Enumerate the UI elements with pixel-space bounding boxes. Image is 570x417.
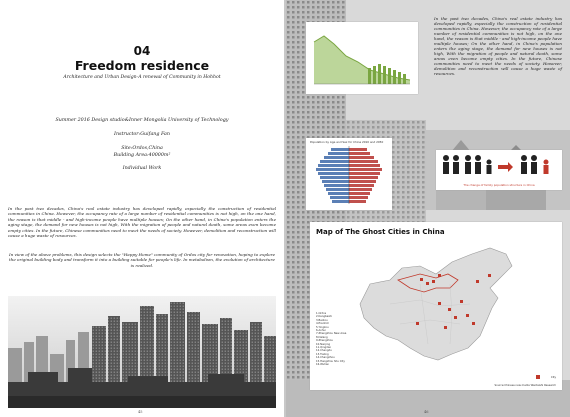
- instructor-info: Instructor:Guifang Fan: [114, 132, 170, 137]
- design-paragraph: In view of the above problems, this design selects the "Happy Home" community of Ordos city for renovation, hoping to explore the original building body and transform it into a building suitable for people's life. In metabolism, the evolution of architecture is realized.: [8, 252, 276, 268]
- family-structure-graphic: [436, 150, 562, 190]
- project-subtitle: Architecture and Urban Design-A renewal of Community in Hohhot: [63, 75, 221, 80]
- population-pyramid: [306, 138, 392, 210]
- legend-marker-icon: [536, 375, 540, 379]
- area-info: Building Area:40000m²: [113, 153, 171, 158]
- city-list-item: 10.Nanjing: [316, 342, 331, 346]
- city-list-item: 9.Zhengzhou: [316, 339, 334, 343]
- right-page-number: 46: [424, 410, 429, 414]
- city-list: [316, 312, 346, 367]
- arrow-right-icon: [498, 162, 513, 172]
- occupancy-chart: [306, 22, 418, 94]
- city-list-item: 11.Qingdao: [316, 346, 332, 350]
- city-list-item: 2.Kangbashi: [316, 315, 332, 319]
- site-info: Site:Ordos,China: [121, 146, 163, 151]
- city-list-item: 4.Erenhot: [316, 322, 329, 326]
- pyramid-title: Population by Age and Sex for China 2010 and 2050: [310, 140, 384, 144]
- city-list-item: 12.Chengdu: [316, 349, 332, 353]
- right-paragraph: In the past two decades, China's real estate industry has developed rapidly, especially the construction of residential communities in China. However, the occupancy rate of a large number of residential communities is not high, on the one hand, the reason is that middle - and high-income people have multiple houses; On the other hand, in China's population enters the aging stage, the demand for new houses is not high, With the migration of people and natural death, some areas even become empty cities. In the future, Chinese communities need to meet the needs of society. However, demolition and reconstruction will cause a huge waste of resources.: [434, 16, 562, 76]
- project-number: 04: [133, 44, 151, 58]
- project-title: Freedom residence: [74, 58, 210, 73]
- intro-paragraph: In the past two decades, China's real estate industry has developed rapidly, especially the construction of residential communities in China. However, the occupancy rate of a large number of residential communities is not high, on the one hand, the reason is that middle - and high-income people have multiple houses; On the other hand, in China's population enters the aging stage, the demand for new houses is not high, With the migration of people and natural death, some areas even become empty cities. In the future, Chinese communities need to meet the needs of society. However, demolition and reconstruction will cause a huge waste of resources.: [8, 206, 276, 239]
- city-skyline-photo: [8, 296, 276, 408]
- family-icons-svg: [436, 150, 562, 184]
- left-page-number: 45: [138, 410, 143, 414]
- city-list-item: 15.Hangzhou Shu City: [316, 359, 345, 363]
- china-map-svg: [340, 244, 530, 374]
- family-people-icon: [443, 155, 537, 174]
- work-type-info: Individual Work: [122, 166, 162, 171]
- city-list-item: 5.Yingkou: [316, 325, 329, 329]
- occupancy-chart-svg: [306, 22, 418, 94]
- map-legend-label: City: [550, 376, 556, 379]
- city-list-item: 7.Zhengzhou New Area: [316, 332, 347, 336]
- city-list-item: 14.Changzhou: [316, 356, 335, 360]
- right-page: [286, 0, 570, 417]
- ghost-cities-map-card: [310, 222, 562, 390]
- city-list-item: 3.Baotou: [316, 318, 328, 322]
- city-list-item: 8.Dalang: [316, 335, 328, 339]
- left-page: [0, 0, 284, 417]
- pyramid-svg: [306, 138, 392, 210]
- studio-info: Summer 2016 Design studio&Inner Mongolia University of Technology: [55, 118, 229, 123]
- map-title: Map of The Ghost Cities in China: [316, 228, 445, 236]
- map-source: Source:Chinese new media Wantaishi Research: [494, 384, 556, 387]
- city-list-item: 13.Tieling: [316, 352, 329, 356]
- city-list-item: 16.Wuhan: [316, 363, 330, 367]
- city-list-item: 1.Ordos: [316, 312, 327, 315]
- city-list-item: 6.Anhui: [316, 329, 326, 333]
- family-caption: The change of family population structure in China: [463, 183, 535, 187]
